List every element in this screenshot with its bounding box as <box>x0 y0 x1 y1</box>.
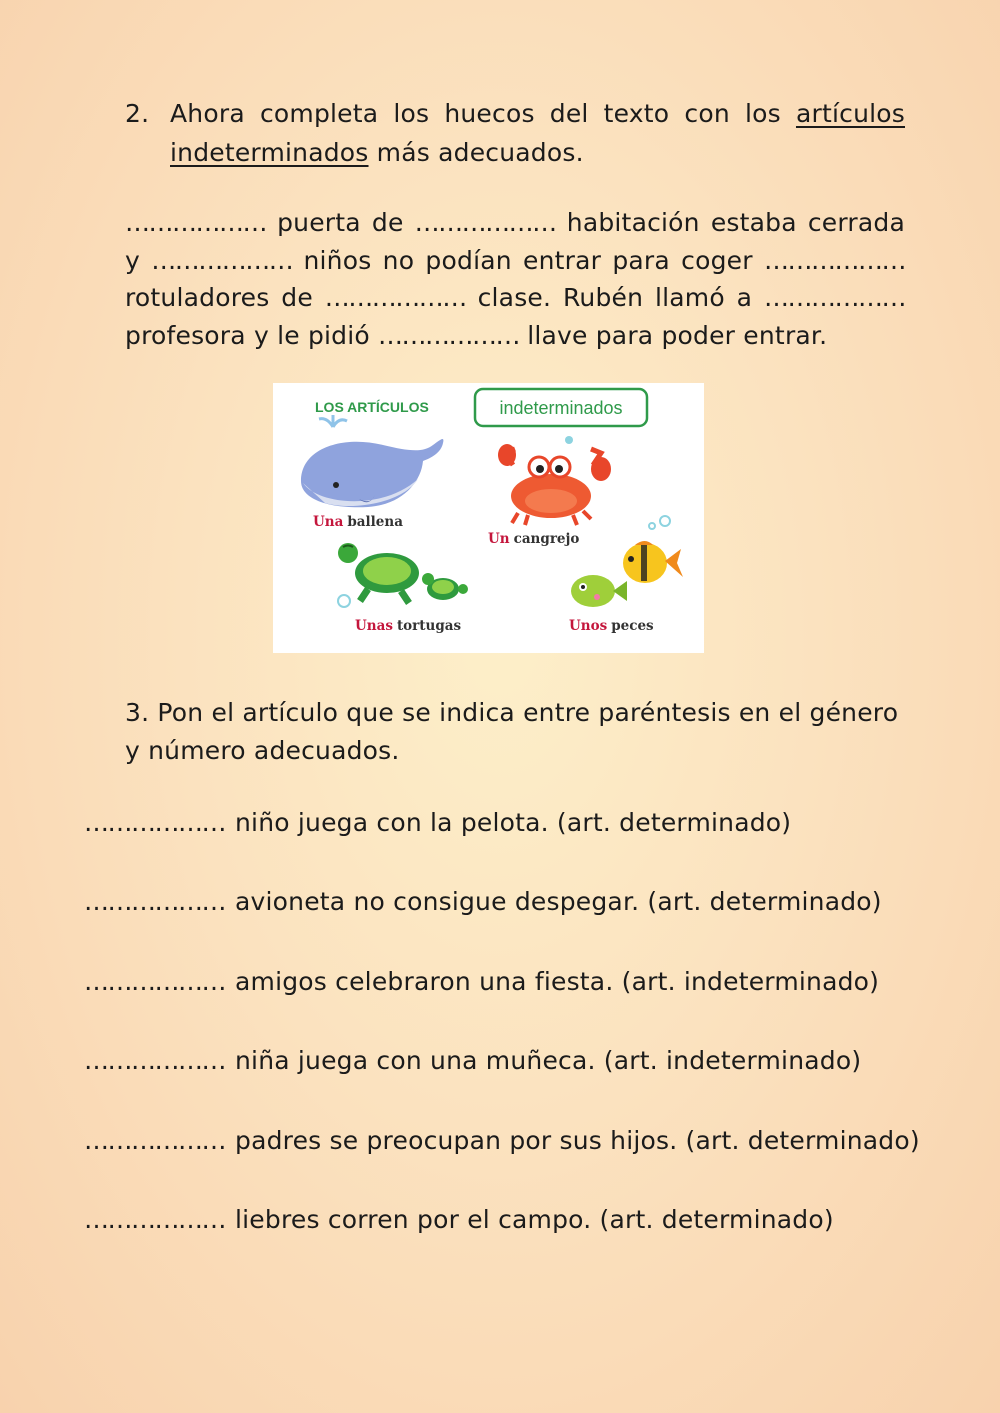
exercise-3-item <box>84 1044 861 1078</box>
item-text: avioneta no consigue despegar. (art. determinado) <box>235 887 882 916</box>
exercise-number: 2. <box>125 99 150 128</box>
turtles-icon <box>338 543 468 607</box>
fill-in-paragraph <box>125 204 905 354</box>
blank-6[interactable]: ……………… <box>764 283 905 312</box>
paragraph-text: niños no podían entrar para coger <box>303 245 753 275</box>
item-text: padres se preocupan por sus hijos. (art. determinado) <box>235 1126 920 1155</box>
paragraph-text: habitación estaba cerrada y <box>125 208 905 275</box>
blank-field[interactable]: ……………… <box>84 967 225 996</box>
blank-field[interactable]: ……………… <box>84 1126 225 1155</box>
item-text: niño juega con la pelota. (art. determinado) <box>235 808 792 837</box>
exercise-number: 3. <box>125 698 150 727</box>
badge-text: indeterminados <box>499 398 623 418</box>
blank-5[interactable]: ……………… <box>324 283 466 312</box>
blank-field[interactable]: ……………… <box>84 808 225 837</box>
blank-4[interactable]: ……………… <box>763 245 905 275</box>
exercise-instruction <box>170 94 905 172</box>
blank-3[interactable]: ……………… <box>151 245 293 275</box>
exercise-3-item <box>84 885 882 919</box>
blank-7[interactable]: ……………… <box>378 320 520 350</box>
exercise-2-title <box>125 94 905 172</box>
illustration-title: LOS ARTÍCULOS <box>315 399 429 415</box>
blank-field[interactable]: ……………… <box>84 887 225 916</box>
label-whale: Una ballena <box>313 514 403 530</box>
instruction-text: Ahora completa los huecos del texto con los <box>170 99 781 128</box>
exercise-3-title <box>125 694 905 770</box>
paragraph-text: llave para poder entrar. <box>527 320 828 350</box>
blank-field[interactable]: ……………… <box>84 1205 225 1234</box>
blank-field[interactable]: ……………… <box>84 1046 225 1075</box>
exercise-instruction: Pon el artículo que se indica entre paréntesis en el género y número adecuados. <box>125 698 899 765</box>
blank-2[interactable]: ……………… <box>414 208 556 237</box>
paragraph-text: profesora y le pidió <box>125 320 370 350</box>
exercise-3-item <box>84 965 879 999</box>
fish-icon <box>571 516 683 607</box>
item-text: amigos celebraron una fiesta. (art. indeterminado) <box>235 967 880 996</box>
label-fish: Unos peces <box>569 618 654 634</box>
label-crab: Un cangrejo <box>488 531 580 547</box>
instruction-text-end: más adecuados. <box>376 138 584 167</box>
blank-1[interactable]: ……………… <box>125 208 266 237</box>
exercise-3-item <box>84 806 791 840</box>
exercise-2 <box>125 94 905 354</box>
whale-icon <box>301 415 443 507</box>
exercise-3-item <box>84 1203 834 1237</box>
crab-icon <box>498 436 611 525</box>
exercise-3-item <box>84 1124 920 1158</box>
label-turtles: Unas tortugas <box>355 618 462 634</box>
item-text: niña juega con una muñeca. (art. indeterminado) <box>235 1046 862 1075</box>
exercise-3 <box>125 694 905 770</box>
paragraph-text: puerta de <box>277 208 404 237</box>
articles-illustration <box>273 383 704 653</box>
paragraph-text: rotuladores de <box>125 283 313 312</box>
paragraph-text: clase. Rubén llamó a <box>477 283 753 312</box>
underlined-term: artículos indeterminados <box>170 99 905 167</box>
item-text: liebres corren por el campo. (art. determinado) <box>235 1205 834 1234</box>
